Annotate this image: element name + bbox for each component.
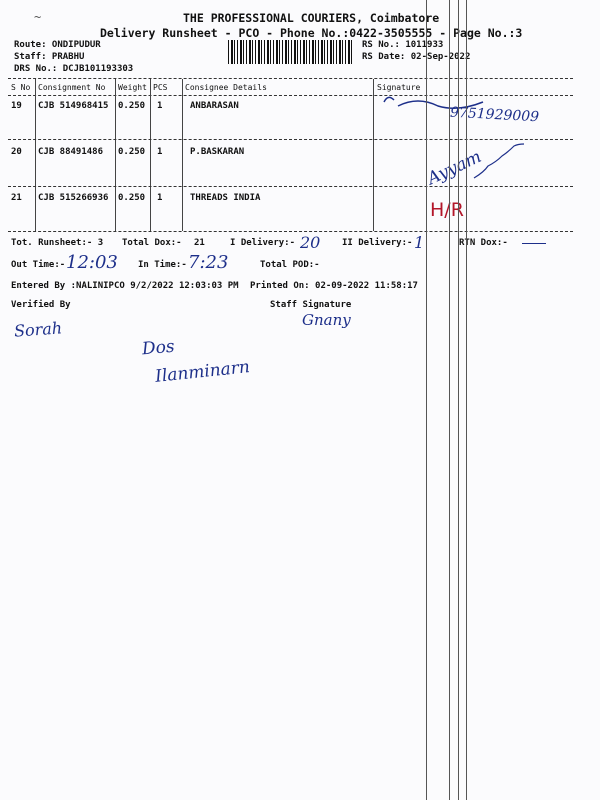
- row-weight: 0.250: [118, 101, 146, 111]
- col-divider: [35, 79, 36, 231]
- ii-delivery-label: II Delivery:-: [342, 238, 413, 248]
- col-signature: Signature: [377, 83, 421, 92]
- row-consignee: THREADS INDIA: [190, 193, 261, 203]
- i-delivery-label: I Delivery:-: [230, 238, 296, 248]
- i-delivery-handwritten: 20: [300, 233, 321, 252]
- runsheet-title: Delivery Runsheet - PCO - Phone No.:0422-3505555 - Page No.:3: [100, 26, 523, 40]
- ii-delivery-handwritten: 1: [414, 233, 425, 252]
- col-divider: [373, 79, 374, 231]
- col-divider: [150, 79, 151, 231]
- total-pod-label: Total POD:-: [260, 260, 320, 270]
- scan-streak: [458, 0, 459, 800]
- rtn-dox-dash: [522, 243, 546, 244]
- in-time-handwritten: 7:23: [188, 252, 229, 273]
- row-consignment: CJB 88491486: [38, 147, 104, 157]
- out-time-handwritten: 12:03: [66, 252, 118, 273]
- row-consignment: CJB 514968415: [38, 101, 109, 111]
- row-consignment: CJB 515266936: [38, 193, 109, 203]
- row-weight: 0.250: [118, 147, 146, 157]
- staff-signature: Gnany: [302, 311, 351, 329]
- row-sno: 20: [11, 147, 22, 157]
- row-rule: [8, 186, 573, 187]
- barcode: [228, 40, 352, 64]
- rs-date: RS Date: 02-Sep-2022: [362, 52, 471, 62]
- drs-number: DRS No.: DCJB101193303: [14, 64, 134, 74]
- verified-by-label: Verified By: [11, 300, 71, 310]
- col-weight: Weight: [118, 83, 147, 92]
- col-sno: S No: [11, 83, 31, 92]
- entered-by: Entered By :NALINIPCO 9/2/2022 12:03:03 PM: [11, 281, 239, 291]
- in-time-label: In Time:-: [138, 260, 187, 270]
- rtn-dox-label: RTN Dox:-: [459, 238, 508, 248]
- verifier-signature: Sorah: [13, 318, 63, 341]
- row-sno: 21: [11, 193, 22, 203]
- staff-label: Staff: PRABHU: [14, 52, 85, 62]
- row-pcs: 1: [157, 147, 163, 157]
- col-consignment: Consignment No: [38, 83, 106, 92]
- handwritten-signature: Ayyam: [424, 146, 485, 190]
- total-dox-value: 21: [194, 238, 205, 248]
- col-divider: [115, 79, 116, 231]
- tot-runsheet: Tot. Runsheet:- 3: [11, 238, 104, 248]
- col-pcs: PCS: [153, 83, 168, 92]
- col-divider: [182, 79, 183, 231]
- staff-signature-label: Staff Signature: [270, 300, 352, 310]
- scan-streak: [466, 0, 467, 800]
- table-bottom-rule: [8, 231, 573, 232]
- scan-streak: [449, 0, 450, 800]
- handwritten-name-line1: Dos: [141, 336, 176, 360]
- handwritten-scribble: [470, 140, 530, 185]
- corner-mark: ~: [34, 10, 42, 24]
- out-time-label: Out Time:-: [11, 260, 66, 270]
- row-pcs: 1: [157, 101, 163, 111]
- table-top-rule: [8, 78, 573, 79]
- rs-number: RS No.: 1011933: [362, 40, 444, 50]
- total-dox-label: Total Dox:-: [122, 238, 182, 248]
- scan-streak: [426, 0, 427, 800]
- route-label: Route: ONDIPUDUR: [14, 40, 101, 50]
- col-consignee: Consignee Details: [185, 83, 267, 92]
- handwritten-hr-mark: H/R: [430, 199, 464, 221]
- row-weight: 0.250: [118, 193, 146, 203]
- row-consignee: ANBARASAN: [190, 101, 239, 111]
- row-pcs: 1: [157, 193, 163, 203]
- row-sno: 19: [11, 101, 22, 111]
- row-consignee: P.BASKARAN: [190, 147, 245, 157]
- company-title: THE PROFESSIONAL COURIERS, Coimbatore: [183, 11, 440, 25]
- handwritten-phone: 9751929009: [449, 104, 540, 126]
- handwritten-name-line2: Ilanminarn: [154, 357, 251, 387]
- printed-on: Printed On: 02-09-2022 11:58:17: [250, 281, 418, 291]
